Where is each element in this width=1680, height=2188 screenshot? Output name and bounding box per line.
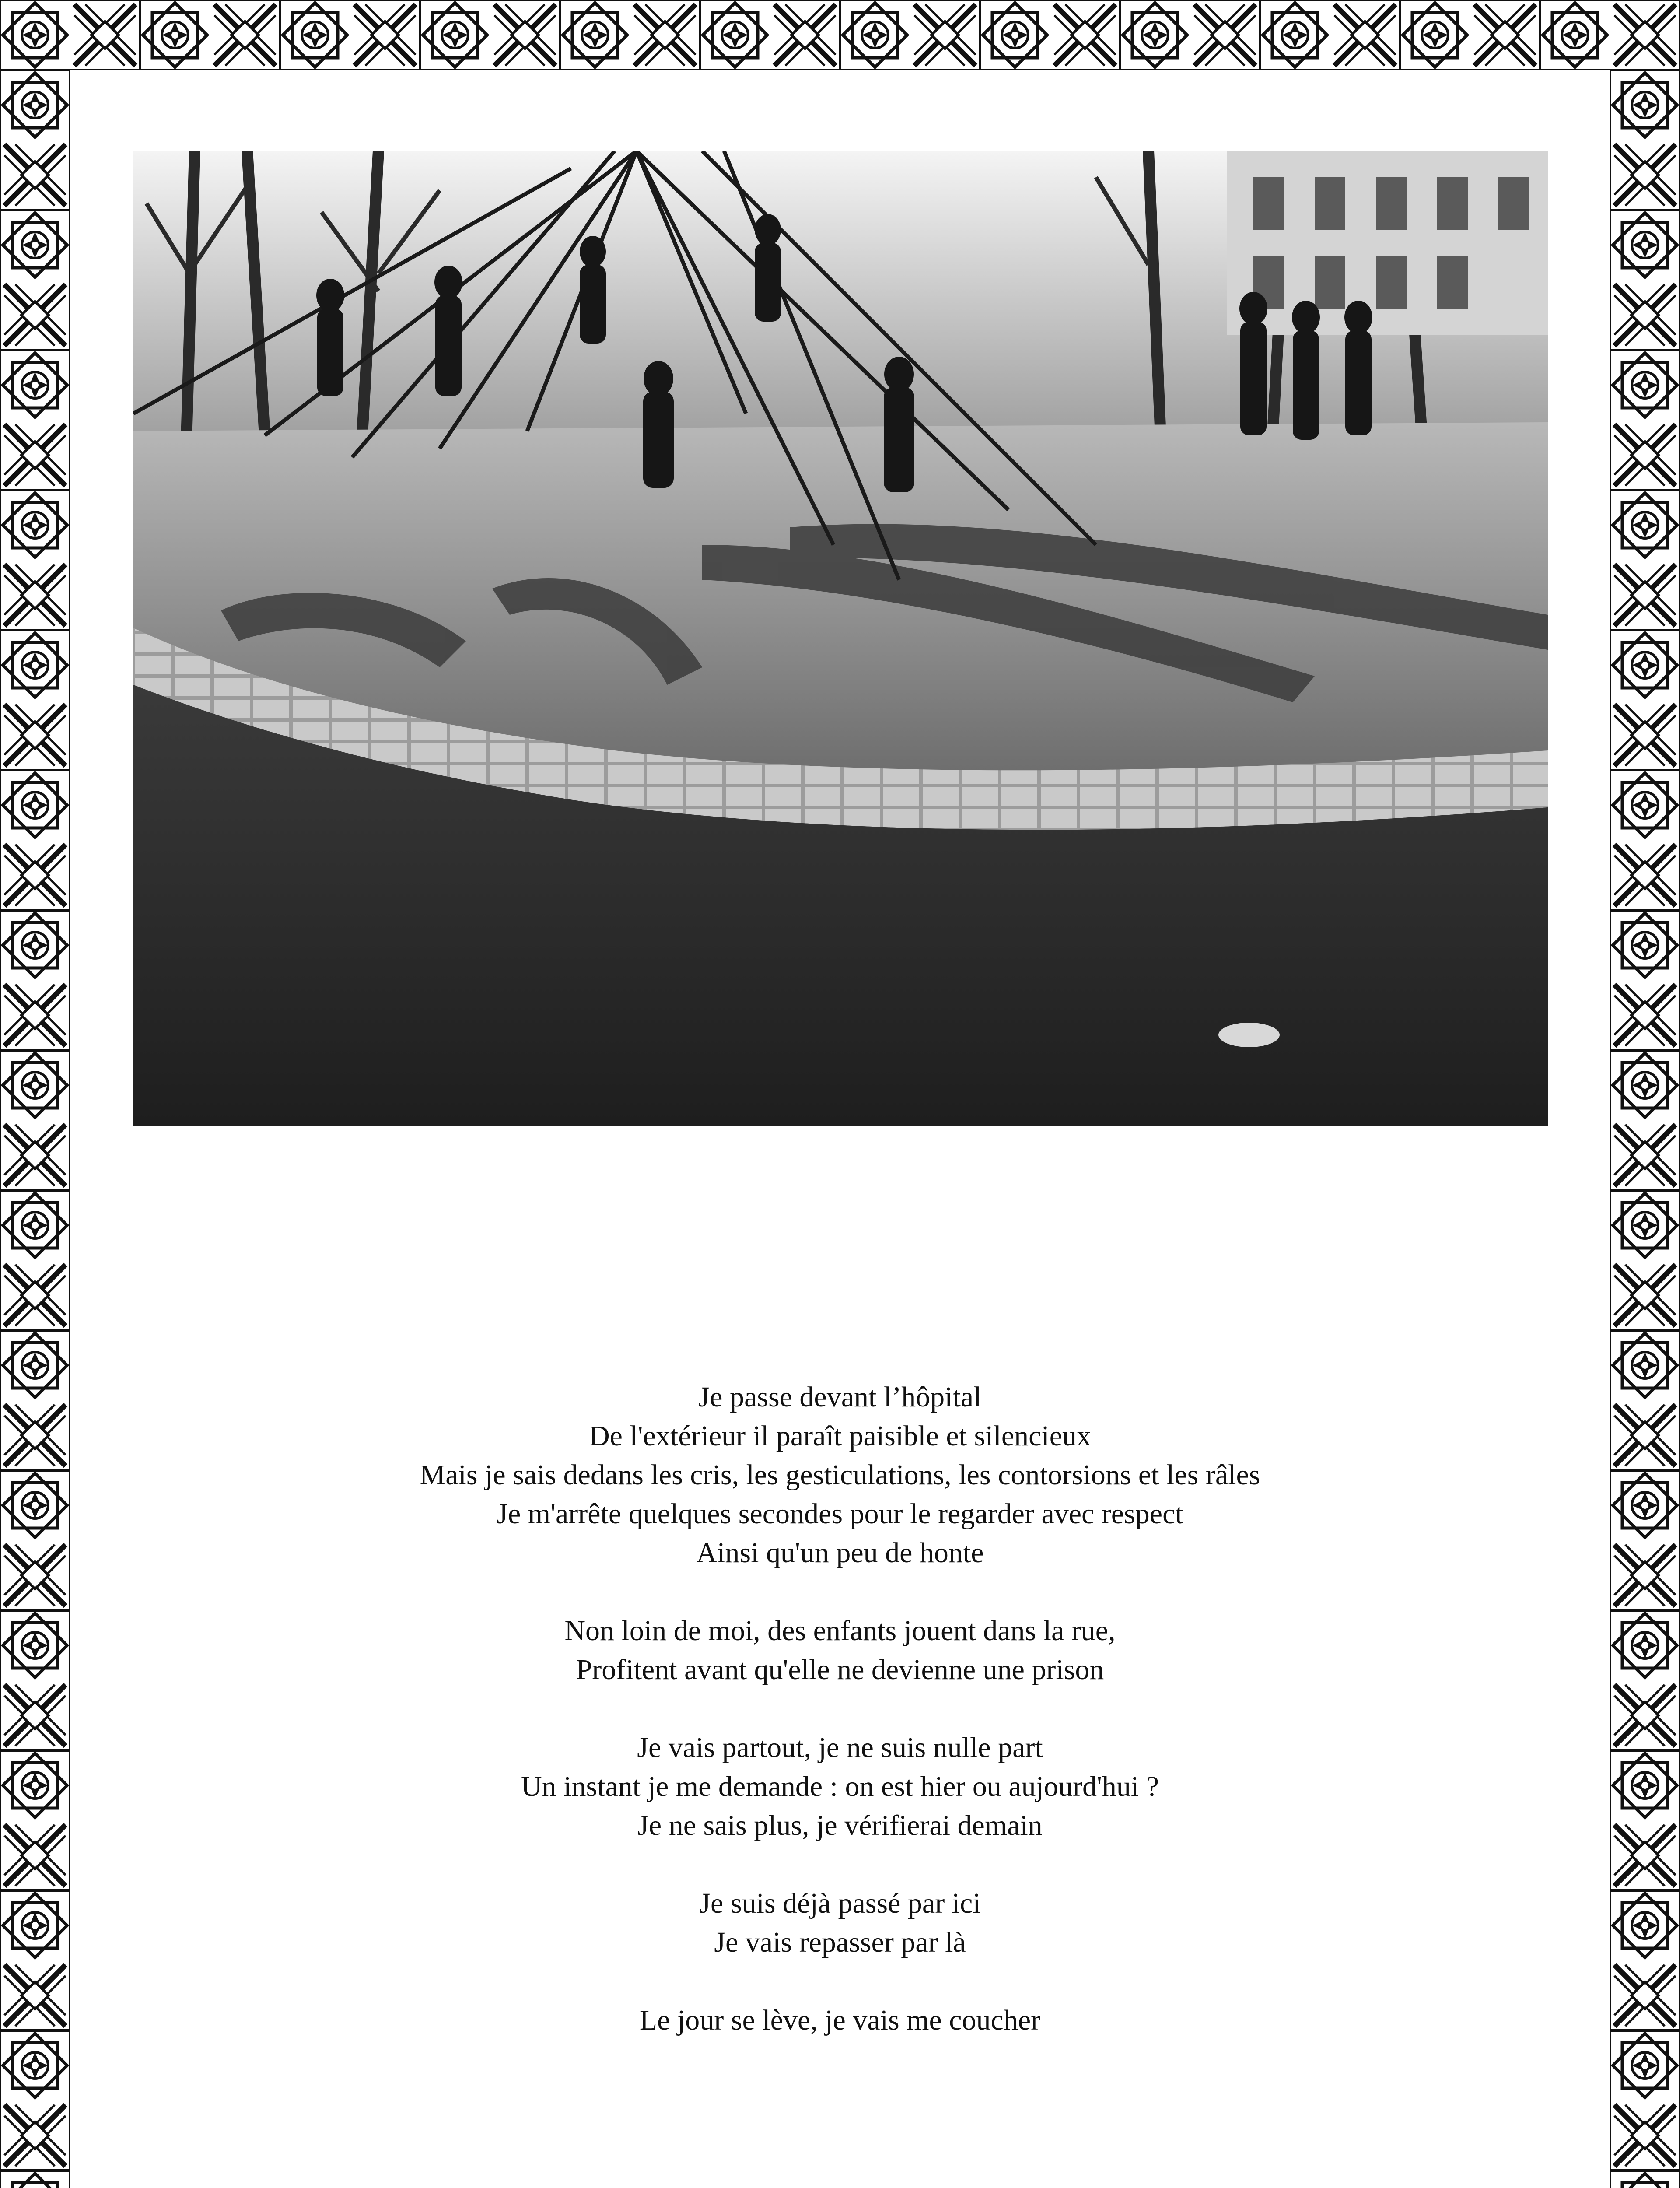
poem-line: De l'extérieur il paraît paisible et silencieux	[588, 1420, 1092, 1452]
poem-line: Profitent avant qu'elle ne devienne une prison	[576, 1654, 1104, 1686]
poem	[184, 1378, 1496, 2040]
poem-stanza	[184, 1378, 1496, 1572]
border-top	[0, 0, 1680, 70]
poem-line: Je vais partout, je ne suis nulle part	[637, 1732, 1043, 1764]
poem-stanza	[184, 1728, 1496, 1845]
poem-stanza	[184, 1884, 1496, 1962]
border-top-pattern	[0, 0, 1680, 70]
poem-line: Mais je sais dedans les cris, les gesticulations, les contorsions et les râles	[420, 1459, 1260, 1491]
border-left-pattern	[0, 70, 70, 2188]
poem-line: Non loin de moi, des enfants jouent dans la rue,	[564, 1615, 1116, 1647]
poem-stanza	[184, 1611, 1496, 1689]
poem-line: Je passe devant l’hôpital	[698, 1381, 982, 1413]
poem-line: Je suis déjà passé par ici	[699, 1887, 981, 1919]
poem-line: Ainsi qu'un peu de honte	[696, 1537, 984, 1569]
poem-stanza	[184, 2001, 1496, 2040]
poem-line: Le jour se lève, je vais me coucher	[639, 2004, 1041, 2036]
border-right	[1610, 70, 1680, 2188]
poem-line: Je vais repasser par là	[714, 1926, 966, 1958]
photo-illustration	[133, 151, 1548, 1126]
border-left	[0, 70, 70, 2188]
poem-line: Un instant je me demande : on est hier ou aujourd'hui ?	[521, 1771, 1159, 1802]
border-right-pattern	[1610, 70, 1680, 2188]
poem-line: Je ne sais plus, je vérifierai demain	[637, 1809, 1043, 1841]
playground-photo	[133, 151, 1548, 1126]
poem-line: Je m'arrête quelques secondes pour le regarder avec respect	[497, 1498, 1183, 1530]
